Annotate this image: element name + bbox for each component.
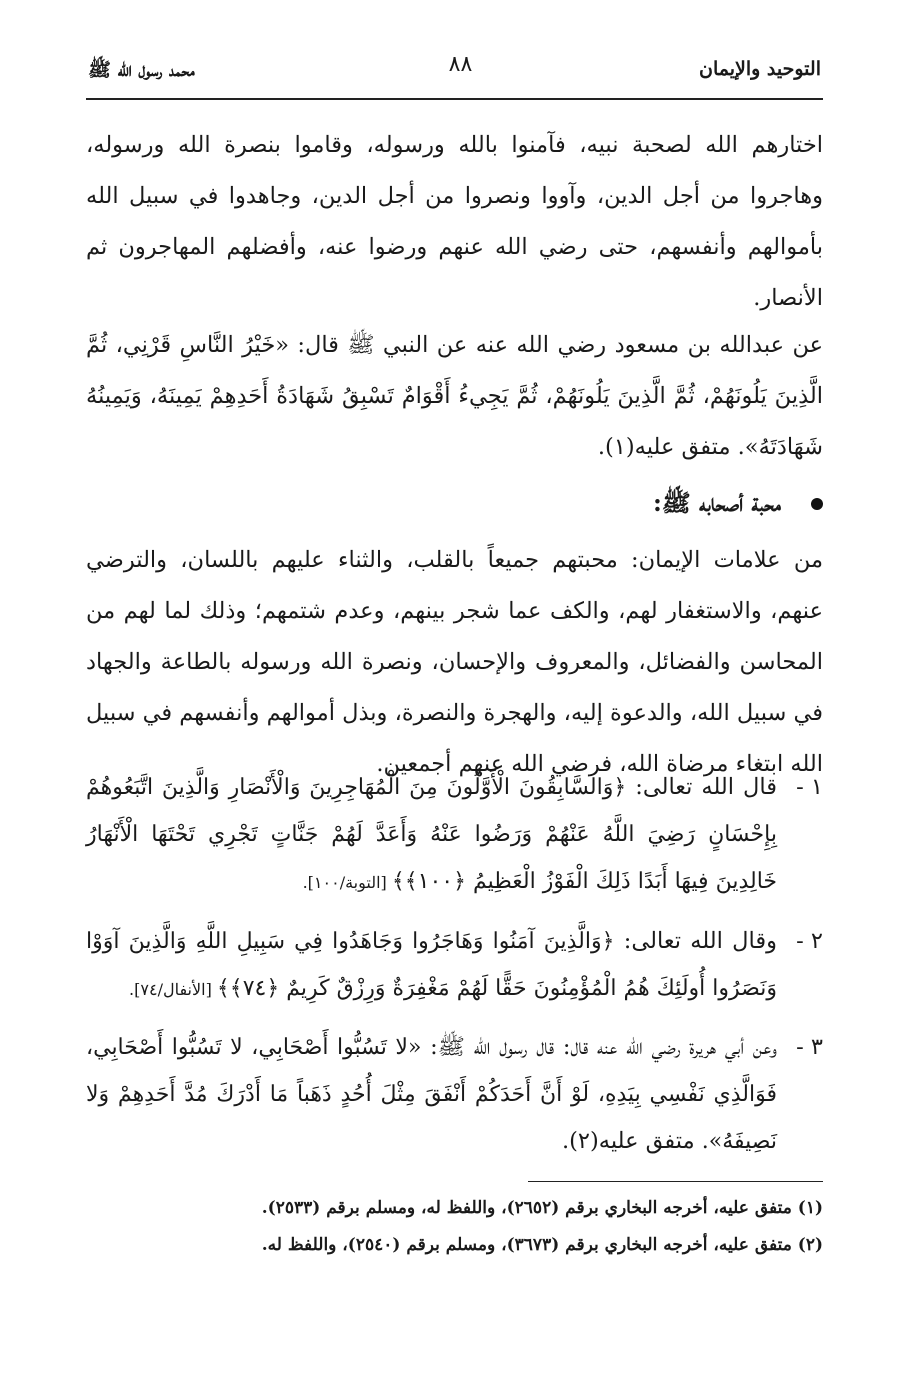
hadith-text: «لا تَسُبُّوا أَصْحَابِي، لا تَسُبُّوا أَصْحَابِي، فَوَالَّذِي نَفْسِي بِيَدِهِ، لَوْ أَنَّ أَحَدَكُمْ أَنْفَقَ مِثْلَ أُحُدٍ ذَهَباً مَا أَدْرَكَ مُدَّ أَحَدِهِمْ وَلا نَصِيفَهُ». <box>86 1035 777 1154</box>
bullet-icon <box>811 498 823 510</box>
header-divider <box>86 98 823 100</box>
list-item-number: ١ - <box>796 774 823 800</box>
list-item-number: ٢ - <box>796 928 823 954</box>
quran-verse: ﴿وَالَّذِينَ آمَنُوا وَهَاجَرُوا وَجَاهَدُوا فِي سَبِيلِ اللَّهِ وَالَّذِينَ آوَوْا وَنَصَرُوا أُولَئِكَ هُمُ الْمُؤْمِنُونَ حَقًّا لَهُمْ مَغْفِرَةٌ وَرِزْقٌ كَرِيمٌ ﴿٧٤﴾﴾ <box>86 929 777 1001</box>
running-header-title: التوحيد والإيمان <box>699 58 821 80</box>
page-number: ٨٨ <box>448 52 473 77</box>
list-item-lead: قال الله تعالى: <box>626 774 777 800</box>
verse-reference: [التوبة/١٠٠]. <box>302 873 392 892</box>
footnote: (٢) متفق عليه، أخرجه البخاري برقم (٣٦٧٣)، ومسلم برقم (٢٥٤٠)، واللفظ له. <box>261 1235 823 1255</box>
list-item-text <box>86 764 777 906</box>
hadith-reference: متفق عليه(٢). <box>561 1128 702 1154</box>
section-heading-text: محبة أصحابه ﷺ: <box>652 488 781 517</box>
section-heading <box>86 480 823 526</box>
list-item-text <box>86 918 777 1013</box>
paragraph-signs-of-faith: من علامات الإيمان: محبتهم جميعاً بالقلب، والثناء عليهم باللسان، والترضي عنهم، والاستغفار لهم، والكف عما شجر بينهم، وعدم شتمهم؛ وذلك لما لهم من المحاسن والفضائل، والمعروف والإحسان، ونصرة الله ورسوله بالطاعة والجهاد في سبيل الله، والدعوة إليه، والهجرة والنصرة، وبذل أموالهم وأنفسهم في سبيل الله ابتغاء مرضاة الله، فرضي الله عنهم أجمعين. <box>85 547 823 777</box>
list-item-number: ٣ - <box>796 1034 823 1060</box>
list-item-lead: وقال الله تعالى: <box>614 928 778 954</box>
verse-reference: [الأنفال/٧٤]. <box>129 980 217 999</box>
paragraph-hadith-best-generation: عن عبدالله بن مسعود رضي الله عنه عن النبي ﷺ قال: «خَيْرُ النَّاسِ قَرْنِي، ثُمَّ الَّذِينَ يَلُونَهُمْ، ثُمَّ الَّذِينَ يَلُونَهُمْ، ثُمَّ يَجِيءُ أَقْوَامٌ تَسْبِقُ شَهَادَةُ أَحَدِهِمْ يَمِينَهُ، وَيَمِينُهُ شَهَادَتَهُ». متفق عليه(١). <box>86 332 823 460</box>
running-header-chapter: محمد رسول الله ﷺ <box>88 59 195 81</box>
list-item <box>86 764 823 906</box>
list-item <box>86 1024 823 1165</box>
footnote-divider <box>528 1181 823 1182</box>
list-item-text <box>86 1024 777 1165</box>
list-item-lead: وعن أبي هريرة رضي الله عنه قال: قال رسول الله ﷺ: <box>421 1034 777 1060</box>
list-item <box>86 918 823 1013</box>
footnote: (١) متفق عليه، أخرجه البخاري برقم (٢٦٥٢)، واللفظ له، ومسلم برقم (٢٥٣٣). <box>261 1198 823 1218</box>
paragraph-companions-chosen: اختارهم الله لصحبة نبيه، فآمنوا بالله ورسوله، وقاموا بنصرة الله ورسوله، وهاجروا من أجل الدين، وآووا ونصروا من أجل الدين، وجاهدوا في سبيل الله بأموالهم وأنفسهم، حتى رضي الله عنهم ورضوا عنه، وأفضلهم المهاجرون ثم الأنصار. <box>86 132 823 311</box>
quran-verse: ﴿وَالسَّابِقُونَ الْأَوَّلُونَ مِنَ الْمُهَاجِرِينَ وَالْأَنْصَارِ وَالَّذِينَ اتَّبَعُوهُمْ بِإِحْسَانٍ رَضِيَ اللَّهُ عَنْهُمْ وَرَضُوا عَنْهُ وَأَعَدَّ لَهُمْ جَنَّاتٍ تَجْرِي تَحْتَهَا الْأَنْهَارُ خَالِدِينَ فِيهَا أَبَدًا ذَلِكَ الْفَوْزُ الْعَظِيمُ ﴿١٠٠﴾﴾ <box>86 775 777 894</box>
